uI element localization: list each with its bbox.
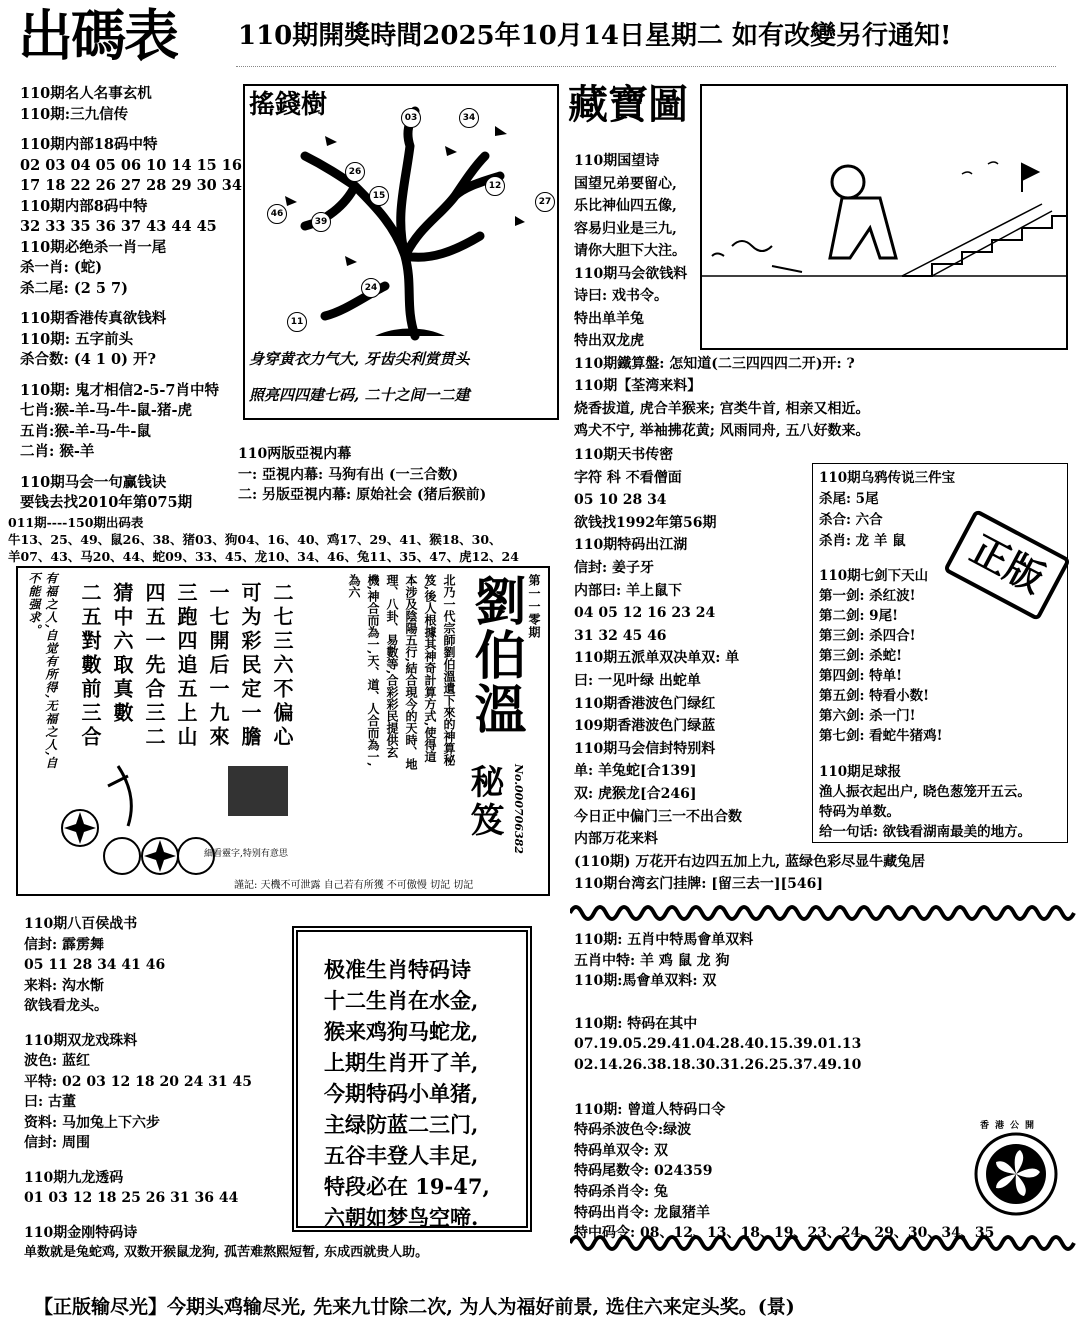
- emblem-label: 香港公開: [980, 1121, 1041, 1131]
- tree-ball: 15: [369, 186, 389, 206]
- text-line: 110期八百侯战书: [24, 916, 138, 932]
- decorative-divider-top: [570, 902, 1076, 924]
- text-line: 110期: 五肖中特馬會单双料: [574, 932, 754, 948]
- money-tree-panel: [243, 84, 559, 420]
- text-line: 杀二尾: (2 5 7): [20, 279, 128, 297]
- text-line: 内部万花来料: [574, 831, 658, 848]
- text-line: 信封: 霹雳舞: [24, 936, 105, 953]
- verse-col: 二七三六不偏心: [270, 582, 294, 750]
- poem-line: 今期特码小单猪,: [324, 1081, 479, 1106]
- text-line: 110期台湾玄门挂牌: [留三去一][546]: [574, 876, 823, 893]
- text-line: 特码杀波色令:绿波: [574, 1122, 692, 1139]
- text-line: 双: 虎猴龙[合246]: [574, 785, 697, 802]
- poem-line: 十二生肖在水金,: [324, 988, 479, 1013]
- text-line: 杀尾: 5尾: [819, 491, 879, 507]
- text-line: 07.19.05.29.41.04.28.40.15.39.01.13: [574, 1036, 862, 1053]
- tree-ball: 24: [361, 278, 381, 298]
- text-line: 鸡犬不宁, 举袖拂花黄; 风雨同舟, 五八好数来。: [574, 423, 870, 439]
- text-line: 特出双龙虎: [574, 333, 644, 349]
- text-line: 110期七剑下天山: [819, 568, 929, 584]
- text-line: (110期) 万花开右边四五加上九, 蓝绿色彩尽显牛藏兔居: [574, 853, 926, 870]
- text-line: 110期: 曾道人特码口令: [574, 1101, 726, 1118]
- poem-line: 五谷丰登人丰足,: [324, 1143, 479, 1168]
- side-text: 有福之人,自觉有所得,无福之人,自不能强求。: [27, 572, 58, 770]
- verse-col: 四五一先合三二: [142, 582, 166, 750]
- left-col-top: [20, 84, 242, 514]
- text-line: 110期名人名事玄机: [20, 85, 152, 102]
- header-divider: [236, 66, 1056, 71]
- text-line: 110期: 鬼才相信2-5-7肖中特: [20, 381, 219, 399]
- poem-line: 极准生肖特码诗: [324, 957, 471, 982]
- text-line: 109期香港波色门绿蓝: [574, 718, 716, 735]
- text-line: 第三剑: 杀蛇!: [819, 648, 903, 664]
- text-line: 国望兄弟要留心,: [574, 175, 677, 192]
- text-line: 杀肖: 龙 羊 鼠: [819, 533, 906, 549]
- text-line: 110期国望诗: [574, 153, 660, 169]
- crow-box: [812, 463, 1068, 843]
- text-line: 110期乌鸦传说三件宝: [819, 470, 956, 486]
- text-line: 曰: 古董: [24, 1094, 77, 1110]
- text-line: 第四剑: 特单!: [819, 668, 903, 684]
- footer-note: 謹記: 天機不可泄露 自己若有所獲 不可傲慢 切記 切記: [234, 880, 474, 891]
- text-line: 110期香港传真欲钱料: [20, 310, 167, 327]
- tree-ball: 39: [311, 212, 331, 232]
- text-line: 110期内部8码中特: [20, 197, 148, 215]
- text-line: 波色: 蓝红: [24, 1053, 91, 1069]
- text-line: 烧香拔道, 虎合羊猴来; 宫类牛首, 相亲又相近。: [574, 400, 870, 417]
- text-line: 字符 科 不看僧面: [574, 469, 682, 486]
- text-line: 05 11 28 34 41 46: [24, 957, 166, 973]
- story-text: 北乃一代宗師劉伯溫遺下來的神算秘笈,後人根據其神奇計算方式,使得這本涉及陰陽五行,結合現今的天時、地理、八卦、易數等,合彩彩民提供玄機,神合而為一,天、道、人合而為一,為六: [347, 574, 456, 771]
- text-line: 110期内部18码中特: [20, 136, 158, 153]
- poem-line: 特段必在 19-47,: [324, 1174, 490, 1199]
- verse-col: 二五對數前三合: [78, 582, 102, 750]
- decorative-emblems: [48, 756, 298, 886]
- text-line: 第二剑: 9尾!: [819, 608, 899, 624]
- text-line: 第五剑: 特看小数!: [819, 688, 930, 704]
- text-line: 110两版亞視内幕: [238, 446, 352, 462]
- right-col-block-1: [574, 150, 870, 443]
- text-line: 杀合: 六合: [819, 512, 883, 528]
- zodiac-table-row: 牛13、25、49、鼠26、38、猪03、狗04、16、40、鸡17、29、41、猴18、30、: [8, 532, 502, 547]
- text-line: 第三剑: 杀四合!: [819, 628, 916, 644]
- text-line: 特出单羊兔: [574, 310, 644, 327]
- text-line: 110期天书传密: [574, 447, 674, 463]
- text-line: 渔人振衣起出户, 晓色葱笼开五云。: [819, 784, 1031, 800]
- issue-line: 110期開獎時間2025年10月14日星期二 如有改變另行通知!: [238, 21, 952, 51]
- footer-line: [34, 1292, 795, 1319]
- text-line: 110期鐵算盤: 怎知道(二三四四四二开)开: ?: [574, 355, 855, 372]
- money-tree-title: 搖錢樹: [249, 90, 328, 120]
- text-line: 110期双龙戏珠料: [24, 1032, 138, 1049]
- text-line: 平特: 02 03 12 18 20 24 31 45: [24, 1073, 253, 1090]
- text-line: 资料: 马加兔上下六步: [24, 1114, 161, 1131]
- text-line: 特码单双令: 双: [574, 1142, 669, 1159]
- text-line: 第一剑: 杀红波!: [819, 588, 916, 604]
- poem-frame: [292, 926, 532, 1232]
- verse-col: 可为彩民定一膽: [238, 582, 262, 750]
- text-line: 特中码令: 08、12、13、18、19、23、24、29、30、34、35: [574, 1225, 995, 1242]
- genuine-stamp: 正版: [943, 509, 1071, 622]
- text-line: 31 32 45 46: [574, 627, 667, 644]
- text-line: 欲钱看龙头。: [24, 998, 108, 1014]
- text-line: 110期金刚特码诗: [24, 1224, 138, 1241]
- text-line: 110期五派单双决单双: 单: [574, 650, 740, 667]
- text-line: 杀一肖: (蛇): [20, 259, 103, 276]
- text-line: 内部曰: 羊上鼠下: [574, 582, 683, 599]
- text-line: 110期:馬會单双料: 双: [574, 973, 717, 990]
- treasure-map-title: 藏寶圖: [568, 81, 688, 128]
- text-line: 110期马会欲钱料: [574, 265, 688, 282]
- text-line: 乐比神仙四五像,: [574, 198, 677, 214]
- text-line: 110期九龙透码: [24, 1169, 124, 1186]
- logo: 出碼表: [18, 3, 178, 68]
- text-line: 杀合数: (4 1 0) 开?: [20, 351, 157, 368]
- zodiac-table-row: 羊07、43、马20、44、蛇09、33、45、龙10、34、46、兔11、35、47、虎12、24: [8, 549, 519, 564]
- text-line: 七肖:猴-羊-马-牛-鼠-猪-虎: [20, 402, 192, 419]
- bauhinia-emblem-icon: [966, 1122, 1066, 1222]
- tree-ball: 26: [345, 162, 365, 182]
- text-line: 请你大胆下大注。: [574, 243, 686, 259]
- verse-col: 三跑四追五上山: [174, 582, 198, 750]
- text-line: 容易归业是三九,: [574, 220, 677, 237]
- poem-line: 六朝如梦鸟空啼.: [324, 1205, 479, 1230]
- liu-bowen-panel: [16, 566, 550, 896]
- text-line: 110期: 五字前头: [20, 330, 134, 348]
- tree-ball: 12: [485, 176, 505, 196]
- text-line: 110期: 特码在其中: [574, 1015, 698, 1032]
- small-note: 細看靈字,特别有意思: [204, 849, 288, 859]
- text-line: 一: 亞視内幕: 马狗有出 (一三合数): [238, 466, 459, 483]
- money-tree-poem-1: 身穿黄衣力气大, 牙齿尖利赏贯头: [249, 350, 470, 368]
- text-line: 04 05 12 16 23 24: [574, 605, 716, 622]
- text-line: 信封: 周围: [24, 1135, 91, 1151]
- zodiac-table-head: 011期----150期出码表: [8, 515, 144, 530]
- text-line: 二: 另版亞視内幕: 原始社会 (猪后猴前): [238, 487, 487, 503]
- text-line: 特码出肖令: 龙鼠猪羊: [574, 1204, 711, 1221]
- text-line: 110期【荃湾来料】: [574, 378, 702, 394]
- text-line: 今日正中偏门三一不出合数: [574, 808, 742, 825]
- yashi-block: [238, 444, 486, 506]
- text-line: 给一句话: 欲钱看湖南最美的地方。: [819, 824, 1032, 840]
- text-line: 五肖:猴-羊-马-牛-鼠: [20, 422, 151, 440]
- liu-bowen-title: 劉伯溫: [465, 574, 526, 736]
- right-col-block-3: [574, 930, 994, 1244]
- poem-line: 上期生肖开了羊,: [324, 1050, 479, 1075]
- serial-number: No.000706382: [512, 764, 525, 854]
- text-line: 曰: 一见叶绿 出蛇单: [574, 672, 701, 689]
- text-line: 二肖: 猴-羊: [20, 443, 95, 460]
- text-line: 第七剑: 看蛇牛猪鸡!: [819, 728, 943, 744]
- money-tree-illustration: [245, 86, 557, 346]
- text-line: 单: 羊兔蛇[合139]: [574, 763, 697, 780]
- text-line: 来料: 沟水惭: [24, 977, 105, 994]
- text-line: 五肖中特: 羊 鸡 鼠 龙 狗: [574, 952, 730, 969]
- text-line: 17 18 22 26 27 28 29 30 34: [20, 177, 242, 194]
- text-line: 特码为单数。: [819, 804, 900, 820]
- text-line: 02.14.26.38.18.30.31.26.25.37.49.10: [574, 1056, 862, 1073]
- tree-ball: 46: [267, 204, 287, 224]
- verse-col: 一七開后一九來: [206, 582, 230, 750]
- tree-ball: 03: [401, 108, 421, 128]
- footer-tag: 【正版输尽光】: [34, 1296, 168, 1318]
- text-line: 欲钱找1992年第56期: [574, 514, 717, 531]
- poem-body: [324, 954, 490, 1233]
- poem-line: 猴来鸡狗马蛇龙,: [324, 1019, 479, 1044]
- miji-title: 秘笈: [464, 764, 504, 840]
- text-line: 要钱去找2010年第075期: [20, 494, 193, 511]
- text-line: 特码尾数令: 024359: [574, 1163, 713, 1180]
- tree-ball: 34: [459, 108, 479, 128]
- text-line: 02 03 04 05 06 10 14 15 16: [20, 156, 242, 174]
- text-line: 32 33 35 36 37 43 44 45: [20, 218, 217, 235]
- text-line: 110期香港波色门绿红: [574, 695, 716, 712]
- footer-text: 今期头鸡输尽光, 先来九廿除二次, 为人为福好前景, 选住六来定头奖。(景): [167, 1296, 795, 1318]
- text-line: 单数就是兔蛇鸡, 双数开猴鼠龙狗, 孤苦难熬熙短暂, 东成西就贵人助。: [24, 1245, 429, 1260]
- text-line: 110期:三九信传: [20, 105, 129, 123]
- zodiac-table: [8, 514, 519, 565]
- verse-col: 猜中六取真數: [110, 582, 134, 726]
- text-line: 110期马会一句赢钱诀: [20, 473, 167, 491]
- text-line: 110期特码出江湖: [574, 537, 688, 554]
- text-line: 诗曰: 戏书令。: [574, 288, 669, 304]
- tree-ball: 27: [535, 192, 555, 212]
- text-line: 01 03 12 18 25 26 31 36 44: [24, 1190, 239, 1206]
- money-tree-poem-2: 照亮四四建七码, 二十之间一二建: [249, 386, 470, 404]
- text-line: 110期马会信封特别料: [574, 740, 716, 757]
- text-line: 特码杀肖令: 兔: [574, 1183, 669, 1200]
- text-line: 第六剑: 杀一门!: [819, 708, 916, 724]
- tree-ball: 11: [287, 312, 307, 332]
- issue-tag: 第一一零期: [527, 574, 541, 639]
- poem-line: 主绿防蓝二三门,: [324, 1112, 479, 1137]
- text-line: 05 10 28 34: [574, 492, 667, 509]
- text-line: 110期足球报: [819, 764, 902, 780]
- text-line: 110期必绝杀一肖一尾: [20, 238, 167, 256]
- text-line: 信封: 姜子牙: [574, 559, 655, 576]
